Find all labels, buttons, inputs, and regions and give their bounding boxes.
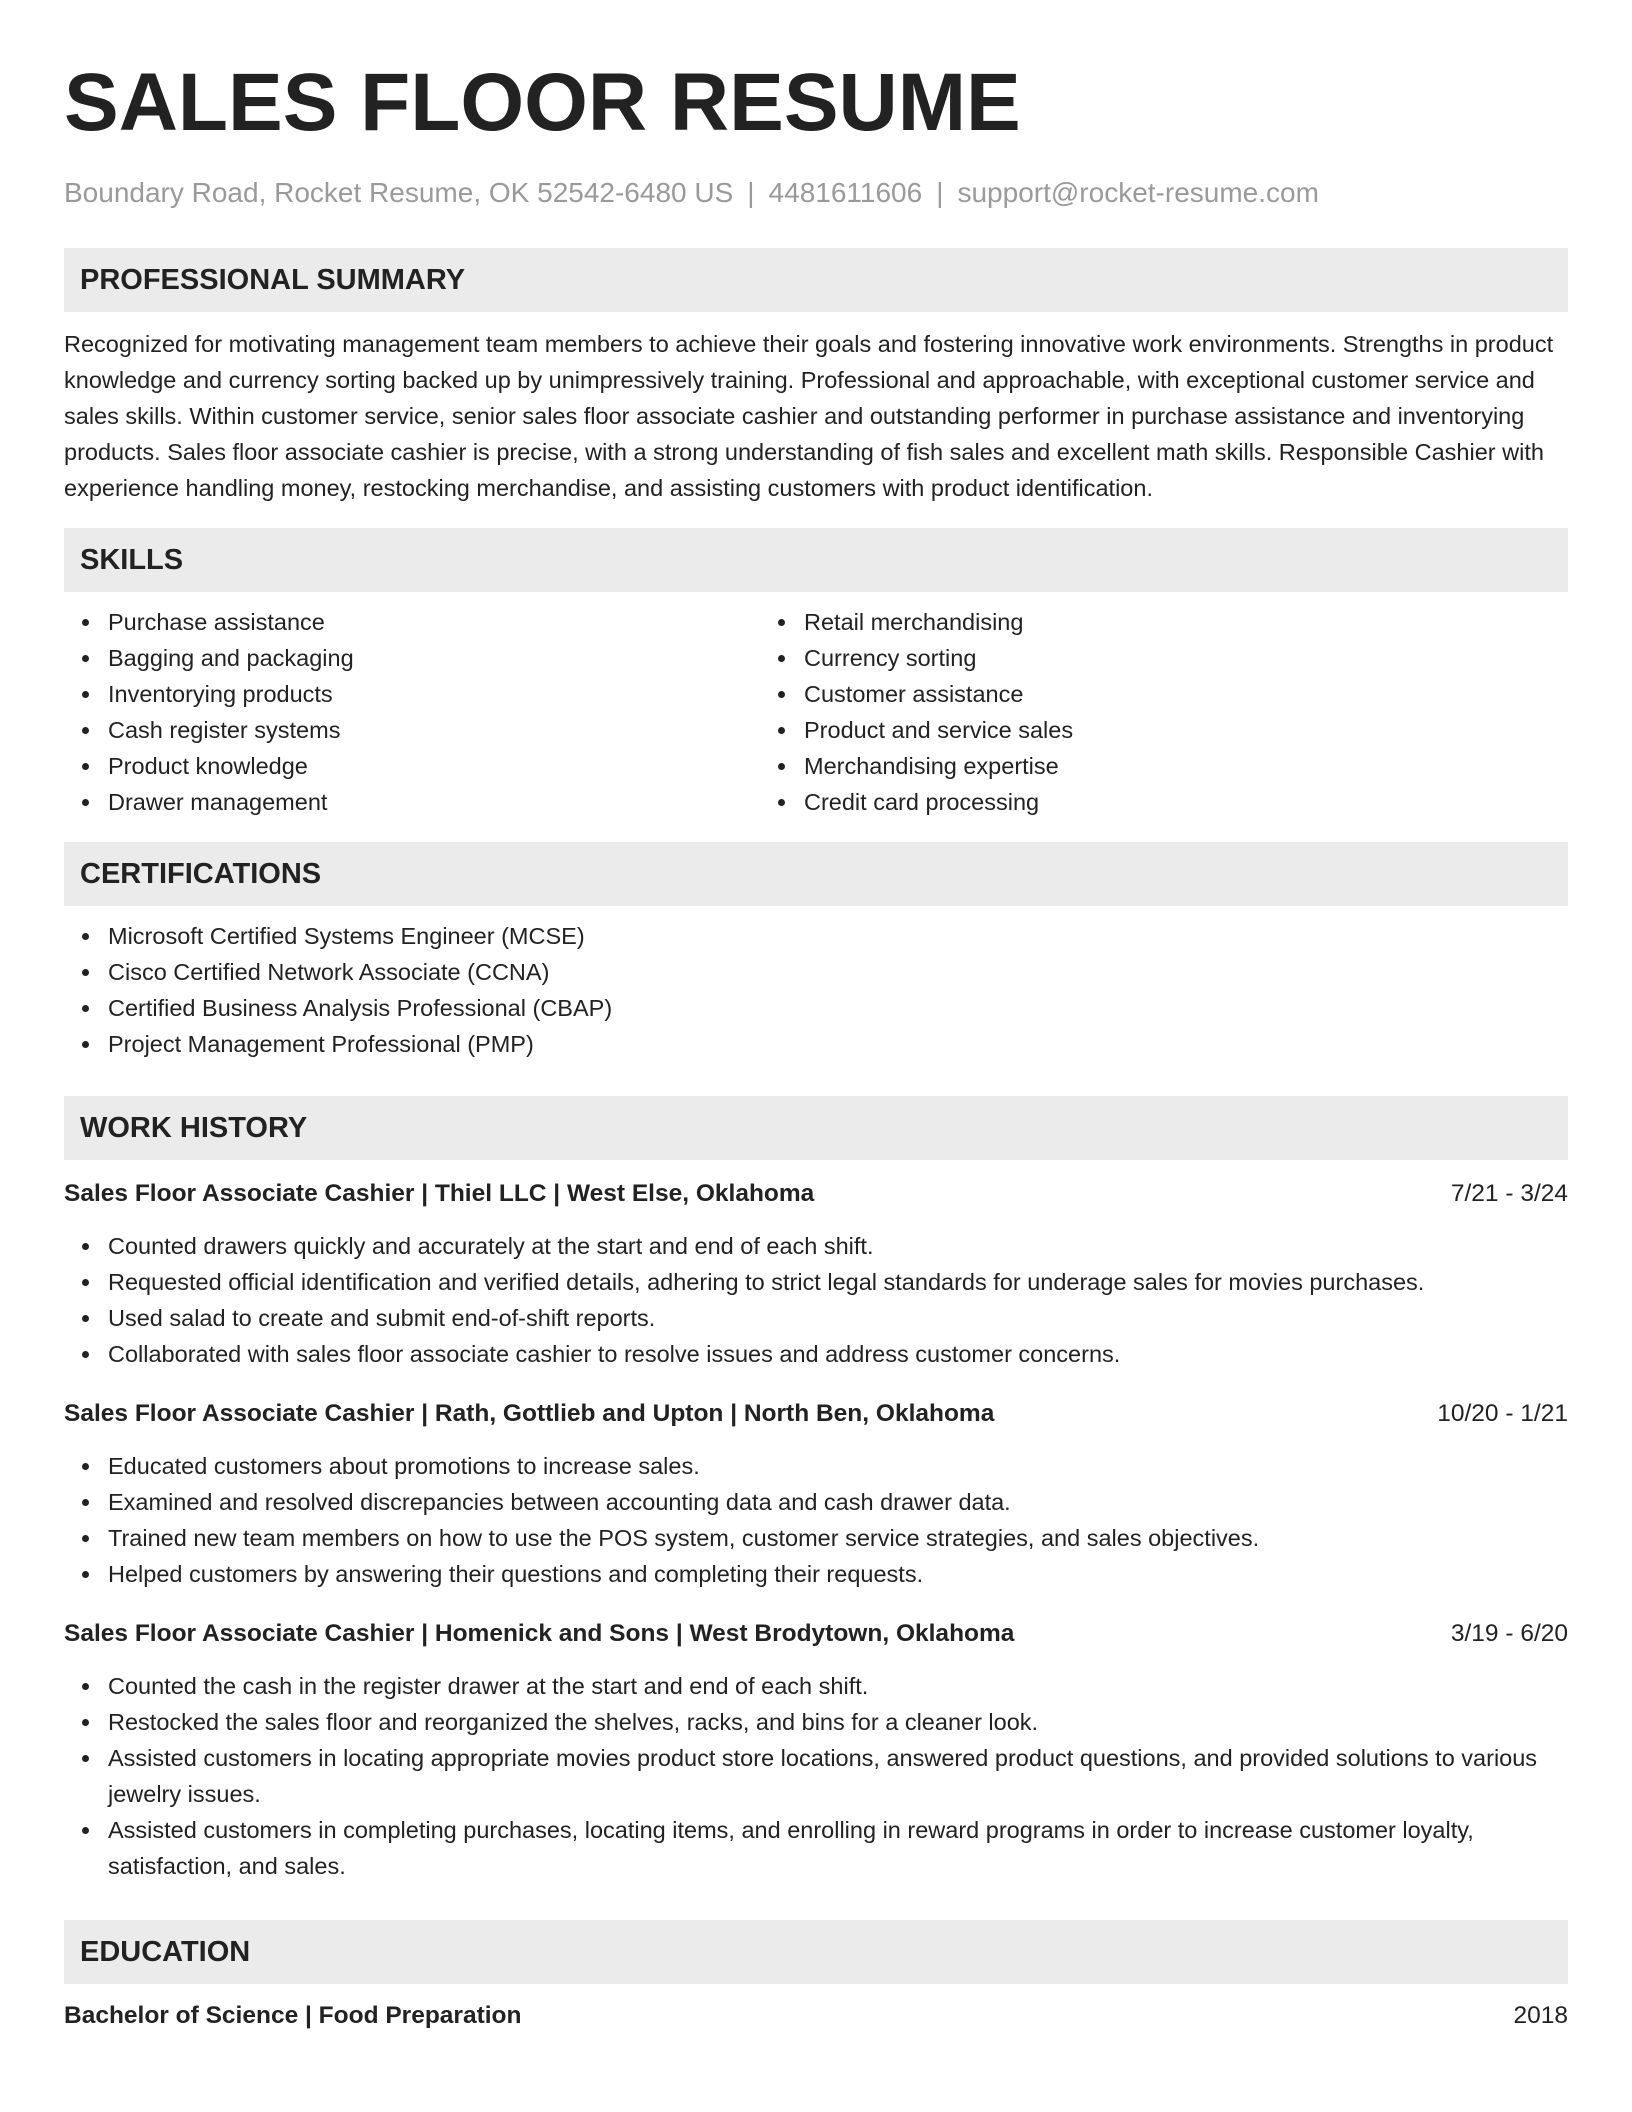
- skill-item: Customer assistance: [804, 676, 1568, 712]
- job-bullet: Requested official identification and verified details, adhering to strict legal standards for underage sales for movies purchases.: [108, 1264, 1568, 1300]
- job-entry: [64, 1396, 1568, 1592]
- summary-heading: PROFESSIONAL SUMMARY: [64, 248, 1568, 312]
- job-bullet: Restocked the sales floor and reorganized the shelves, racks, and bins for a cleaner look.: [108, 1704, 1568, 1740]
- job-bullets: [64, 1668, 1568, 1884]
- education-entry: [64, 1998, 1568, 2034]
- skills-left-list: [64, 604, 762, 820]
- contact-separator: |: [747, 177, 755, 208]
- education-degree: Bachelor of Science | Food Preparation: [64, 2002, 522, 2029]
- certification-item: Certified Business Analysis Professional (CBAP): [108, 990, 1568, 1026]
- resume-name: SALES FLOOR RESUME: [64, 57, 1021, 148]
- job-title: Sales Floor Associate Cashier | Homenick and Sons | West Brodytown, Oklahoma: [64, 1620, 1015, 1647]
- skill-item: Purchase assistance: [108, 604, 762, 640]
- skill-item: Drawer management: [108, 784, 762, 820]
- contact-address: Boundary Road, Rocket Resume, OK 52542-6480 US: [64, 177, 734, 208]
- skills-grid: [64, 604, 1568, 820]
- work-history-heading: WORK HISTORY: [64, 1096, 1568, 1160]
- job-dates: 3/19 - 6/20: [1450, 1620, 1568, 1647]
- contact-email[interactable]: support@rocket-resume.com: [957, 177, 1319, 208]
- job-bullet: Helped customers by answering their questions and completing their requests.: [108, 1556, 1568, 1592]
- skill-item: Merchandising expertise: [804, 748, 1568, 784]
- skill-item: Credit card processing: [804, 784, 1568, 820]
- job-bullet: Trained new team members on how to use the POS system, customer service strategies, and sales objectives.: [108, 1520, 1568, 1556]
- job-header: [64, 1616, 1568, 1652]
- skill-item: Cash register systems: [108, 712, 762, 748]
- job-entry: [64, 1616, 1568, 1884]
- skill-item: Product and service sales: [804, 712, 1568, 748]
- education-heading: EDUCATION: [64, 1920, 1568, 1984]
- job-bullet: Counted drawers quickly and accurately at the start and end of each shift.: [108, 1228, 1568, 1264]
- certification-item: Cisco Certified Network Associate (CCNA): [108, 954, 1568, 990]
- job-bullets: [64, 1228, 1568, 1372]
- job-bullet: Counted the cash in the register drawer at the start and end of each shift.: [108, 1668, 1568, 1704]
- skill-item: Retail merchandising: [804, 604, 1568, 640]
- certifications-heading: CERTIFICATIONS: [64, 842, 1568, 906]
- skill-item: Product knowledge: [108, 748, 762, 784]
- contact-phone: 4481611606: [768, 177, 923, 208]
- job-bullet: Assisted customers in locating appropriate movies product store locations, answered product questions, and provided solutions to various jewelry issues.: [108, 1740, 1568, 1812]
- education-year: 2018: [1513, 2002, 1568, 2029]
- job-dates: 10/20 - 1/21: [1437, 1400, 1568, 1427]
- job-bullet: Educated customers about promotions to increase sales.: [108, 1448, 1568, 1484]
- certification-item: Microsoft Certified Systems Engineer (MCSE): [108, 918, 1568, 954]
- skill-item: Inventorying products: [108, 676, 762, 712]
- job-header: [64, 1396, 1568, 1432]
- job-title: Sales Floor Associate Cashier | Thiel LLC | West Else, Oklahoma: [64, 1180, 815, 1207]
- job-bullets: [64, 1448, 1568, 1592]
- job-entry: [64, 1176, 1568, 1372]
- job-dates: 7/21 - 3/24: [1450, 1180, 1568, 1207]
- contact-separator: |: [936, 177, 944, 208]
- skill-item: Currency sorting: [804, 640, 1568, 676]
- job-bullet: Collaborated with sales floor associate cashier to resolve issues and address customer concerns.: [108, 1336, 1568, 1372]
- job-bullet: Examined and resolved discrepancies between accounting data and cash drawer data.: [108, 1484, 1568, 1520]
- resume-page: [64, 0, 1568, 2034]
- summary-text: Recognized for motivating management team members to achieve their goals and fostering innovative work environments. Strengths in product knowledge and currency sorting backed up by unimpressively training. Professional and approachable, with exceptional customer service and sales skills. Within customer service, senior sales floor associate cashier and outstanding performer in purchase assistance and inventorying products. Sales floor associate cashier is precise, with a strong understanding of fish sales and excellent math skills. Responsible Cashier with experience handling money, restocking merchandise, and assisting customers with product identification.: [64, 331, 1554, 501]
- job-bullet: Used salad to create and submit end-of-shift reports.: [108, 1300, 1568, 1336]
- job-bullet: Assisted customers in completing purchases, locating items, and enrolling in reward programs in order to increase customer loyalty, satisfaction, and sales.: [108, 1812, 1568, 1884]
- skills-heading: SKILLS: [64, 528, 1568, 592]
- skills-right-list: [762, 604, 1568, 820]
- certifications-list: [64, 918, 1568, 1062]
- job-title: Sales Floor Associate Cashier | Rath, Gottlieb and Upton | North Ben, Oklahoma: [64, 1400, 995, 1427]
- job-header: [64, 1176, 1568, 1212]
- certification-item: Project Management Professional (PMP): [108, 1026, 1568, 1062]
- contact-line: [64, 176, 1568, 210]
- skill-item: Bagging and packaging: [108, 640, 762, 676]
